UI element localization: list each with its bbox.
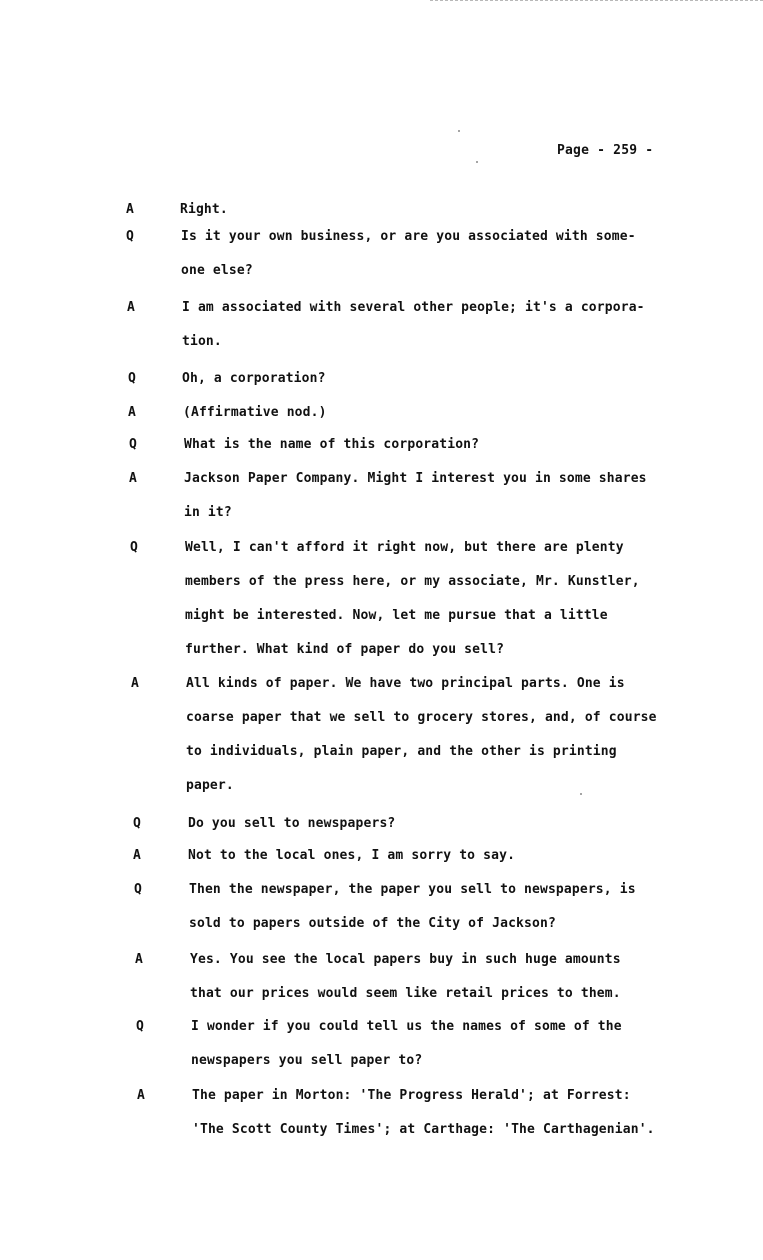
scan-speck	[580, 793, 582, 795]
speaker-label: A	[129, 471, 137, 486]
speaker-label: Q	[126, 229, 134, 244]
entry-text: Right.	[180, 202, 228, 217]
entry-text: Is it your own business, or are you associated with some- one else?	[181, 229, 636, 278]
entry-text: Oh, a corporation?	[182, 371, 326, 386]
speaker-label: Q	[128, 371, 136, 386]
entry-text: Then the newspaper, the paper you sell to newspapers, is sold to papers outside of the City of Jackson?	[189, 882, 636, 931]
speaker-label: A	[127, 300, 135, 315]
entry-text: All kinds of paper. We have two principal parts. One is coarse paper that we sell to grocery stores, and, of course to individuals, plain paper, and the other is printing paper.	[186, 676, 657, 793]
scan-speck	[476, 161, 478, 163]
entry-text: Yes. You see the local papers buy in such huge amounts that our prices would seem like retail prices to them.	[190, 952, 621, 1001]
entry-text: Not to the local ones, I am sorry to say.	[188, 848, 516, 863]
speaker-label: Q	[134, 882, 142, 897]
speaker-label: Q	[133, 816, 141, 831]
entry-text: I am associated with several other people; it's a corpora- tion.	[182, 300, 645, 349]
entry-text: (Affirmative nod.)	[183, 405, 327, 420]
page-number: Page - 259 -	[557, 143, 654, 158]
speaker-label: A	[137, 1088, 145, 1103]
entry-text: The paper in Morton: 'The Progress Herald'; at Forrest: 'The Scott County Times'; at Carthage: 'The Carthagenian'.	[192, 1088, 655, 1137]
entry-text: Jackson Paper Company. Might I interest you in some shares in it?	[184, 471, 647, 520]
speaker-label: A	[131, 676, 139, 691]
speaker-label: Q	[136, 1019, 144, 1034]
speaker-label: A	[128, 405, 136, 420]
speaker-label: A	[135, 952, 143, 967]
speaker-label: A	[133, 848, 141, 863]
speaker-label: A	[126, 202, 134, 217]
entry-text: What is the name of this corporation?	[184, 437, 480, 452]
speaker-label: Q	[130, 540, 138, 555]
scan-speck	[458, 130, 460, 132]
entry-text: I wonder if you could tell us the names of some of the newspapers you sell paper to?	[191, 1019, 622, 1068]
entry-text: Do you sell to newspapers?	[188, 816, 396, 831]
speaker-label: Q	[129, 437, 137, 452]
entry-text: Well, I can't afford it right now, but there are plenty members of the press here, or my associate, Mr. Kunstler, might be interested. Now, let me pursue that a little further. What kind of paper do you sell?	[185, 540, 640, 657]
